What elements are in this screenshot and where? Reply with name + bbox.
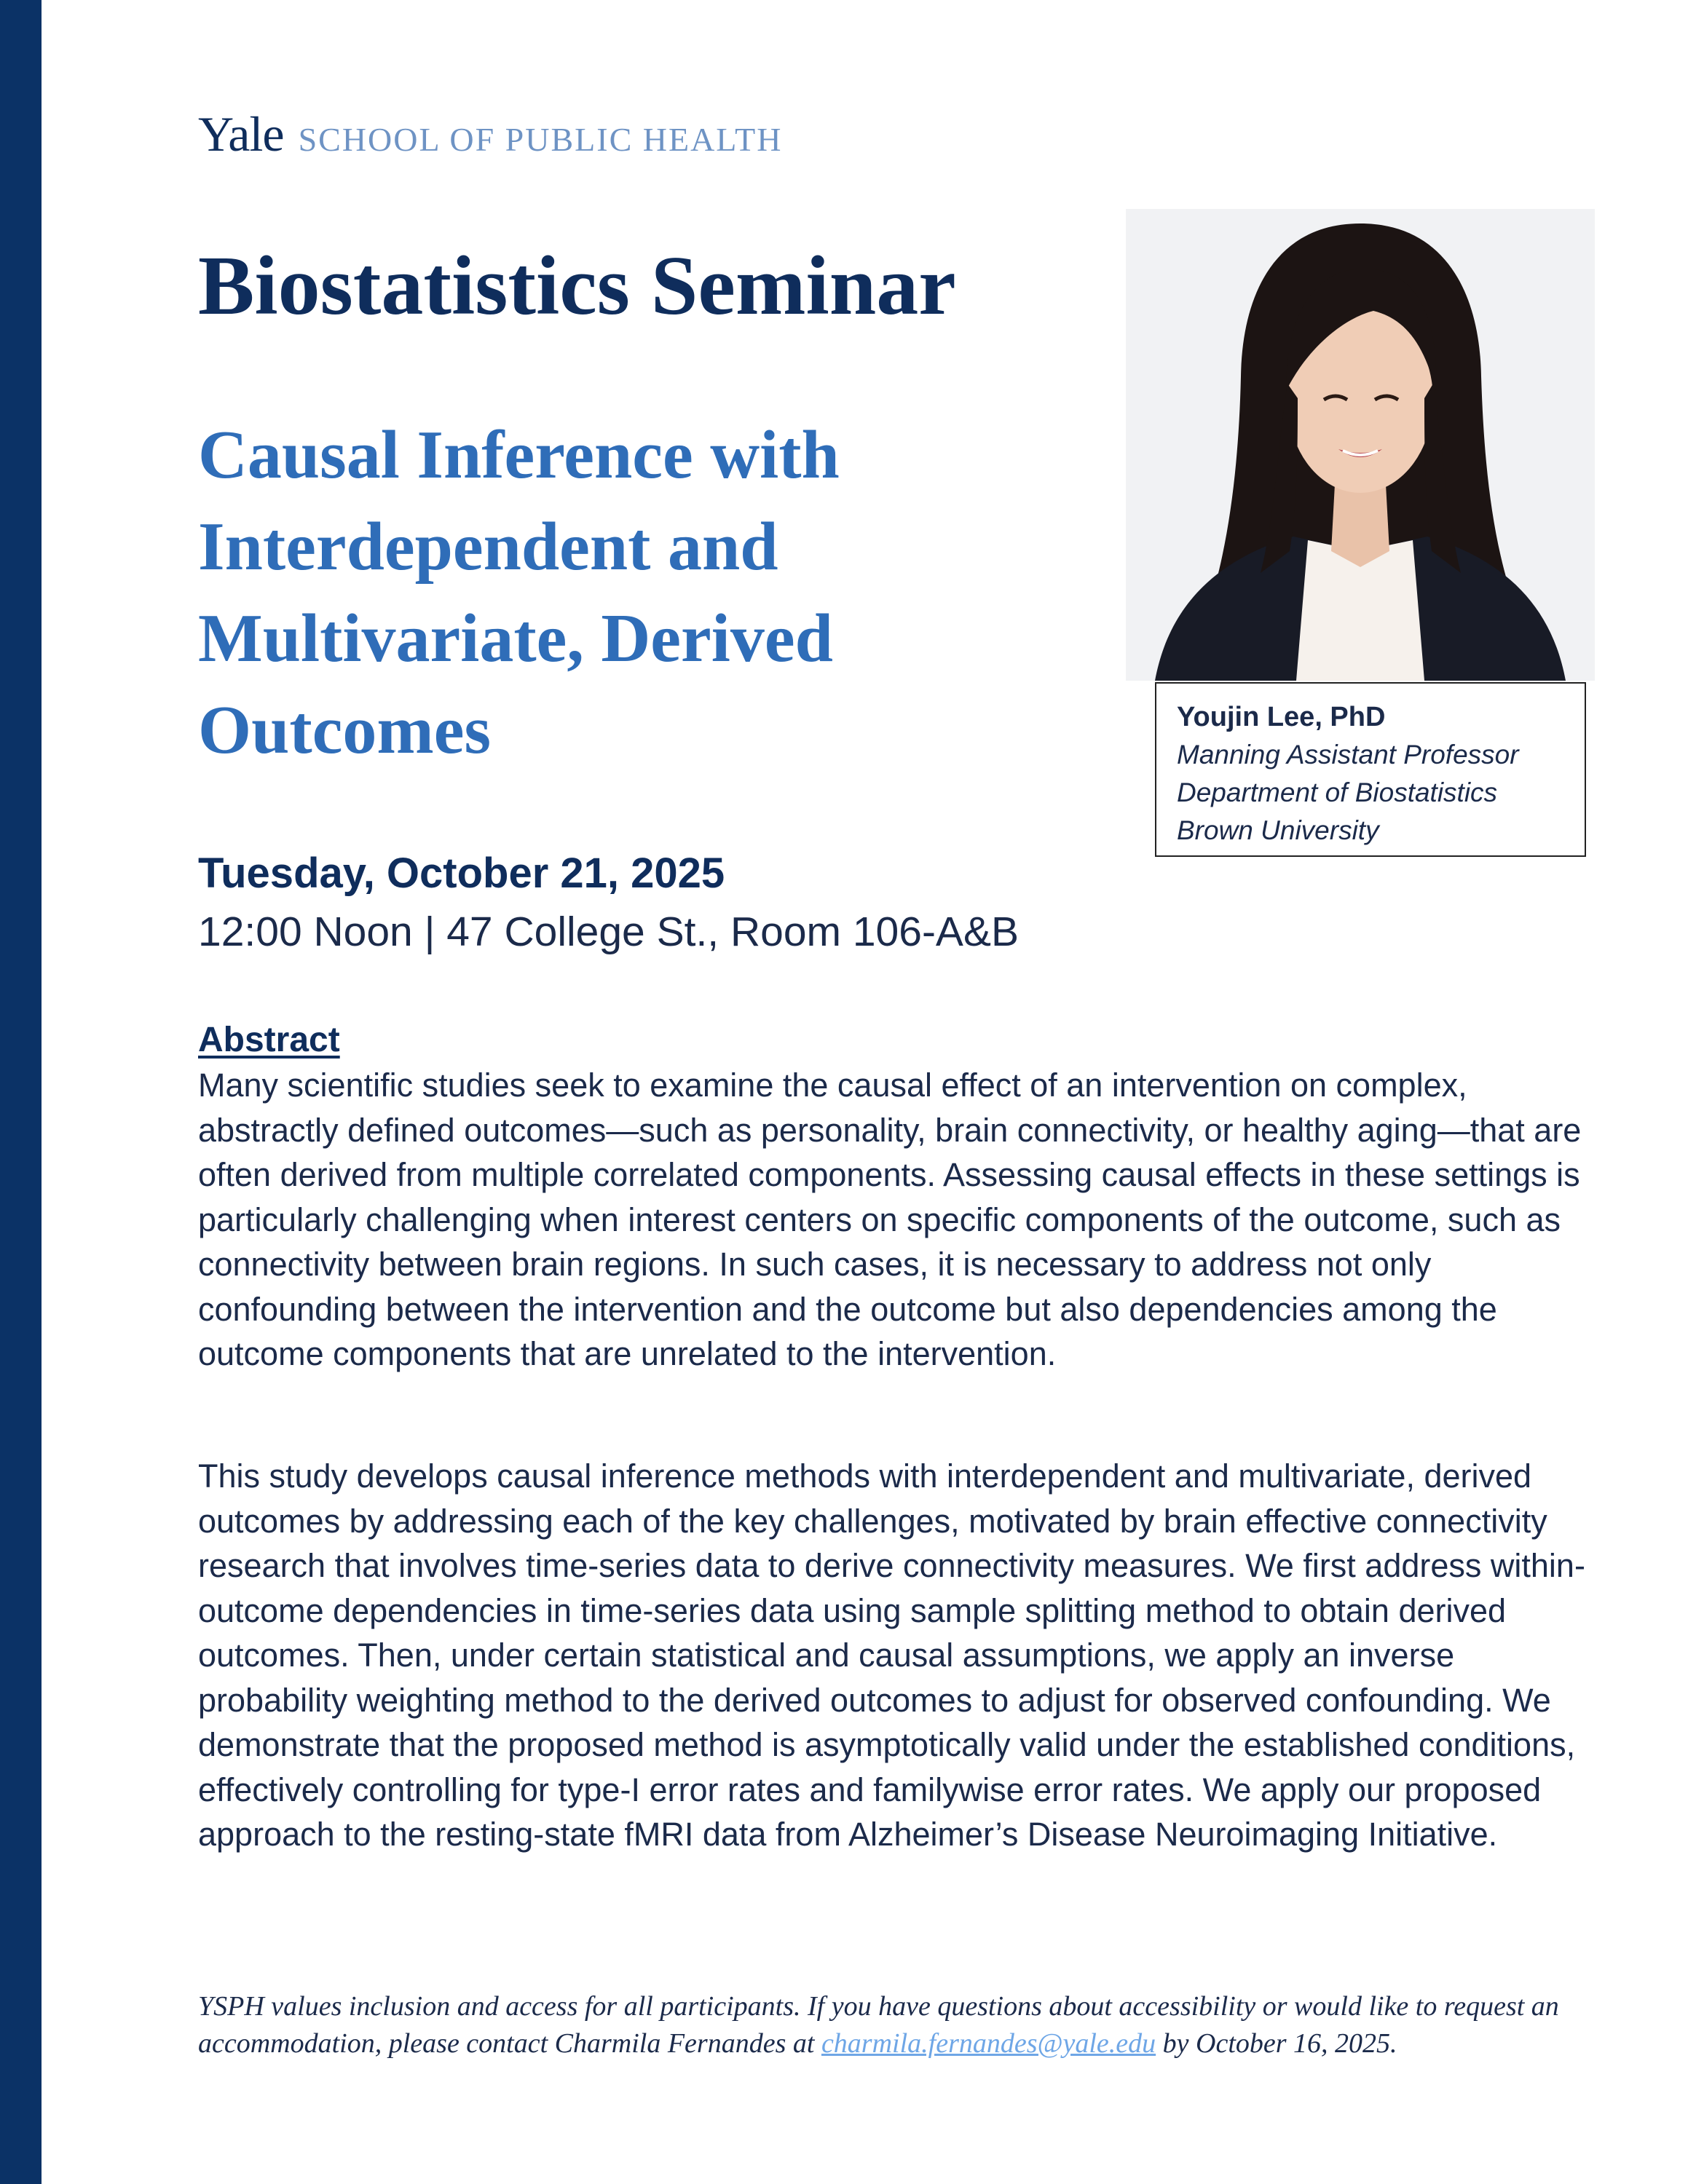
- abstract-paragraph-1: Many scientific studies seek to examine the causal effect of an intervention on complex, abstractly defined outcomes—such as personality, brain connectivity, or healthy aging—that are often derived from multiple correlated components. Assessing causal effects in these settings is particularly challenging when interest centers on specific components of the outcome, such as connectivity between brain regions. In such cases, it is necessary to address not only confounding between the intervention and the outcome but also dependencies among the outcome components that are unrelated to the intervention.: [198, 1067, 1582, 1372]
- talk-title: Causal Inference with Interdependent and Multivariate, Derived Outcomes: [198, 417, 840, 768]
- logo-school-name: SCHOOL OF PUBLIC HEALTH: [298, 121, 783, 158]
- speaker-department: Department of Biostatistics: [1177, 778, 1498, 807]
- accessibility-text: YSPH values inclusion and access for all participants. If you have questions about accessibility or would like to request an accommodation, please contact Charmila Fernandes at: [198, 1991, 1559, 2059]
- abstract-paragraph-2: This study develops causal inference methods with interdependent and multivariate, derived outcomes by addressing each of the key challenges, motivated by brain effective connectivity research that involves time-series data to derive connectivity measures. We first address within-outcome dependencies in time-series data using sample splitting method to obtain derived outcomes. Then, under certain statistical and causal assumptions, we apply an inverse probability weighting method to the derived outcomes to adjust for observed confounding. We demonstrate that the proposed method is asymptotically valid under the established conditions, effectively controlling for type-I error rates and familywise error rates. We apply our proposed approach to the resting-state fMRI data from Alzheimer’s Disease Neuroimaging Initiative.: [198, 1457, 1585, 1853]
- speaker-photo: [1126, 209, 1595, 681]
- speaker-title: Manning Assistant Professor: [1177, 740, 1519, 769]
- yale-sph-logo: [198, 106, 783, 162]
- speaker-name: Youjin Lee, PhD: [1177, 702, 1386, 732]
- logo-yale-wordmark: Yale: [198, 106, 284, 162]
- event-date: Tuesday, October 21, 2025: [198, 850, 725, 897]
- seminar-series-title: Biostatistics Seminar: [198, 240, 956, 333]
- accessibility-deadline: by October 16, 2025.: [1156, 2028, 1397, 2059]
- abstract-heading: Abstract: [198, 1021, 340, 1059]
- accessibility-note: [198, 1988, 1596, 2062]
- left-brand-bar: [0, 0, 42, 2184]
- speaker-info-box: [1155, 682, 1586, 857]
- event-time-location: 12:00 Noon | 47 College St., Room 106-A&B: [198, 909, 1019, 955]
- contact-email-link[interactable]: charmila.fernandes@yale.edu: [821, 2028, 1156, 2059]
- speaker-institution: Brown University: [1177, 815, 1379, 845]
